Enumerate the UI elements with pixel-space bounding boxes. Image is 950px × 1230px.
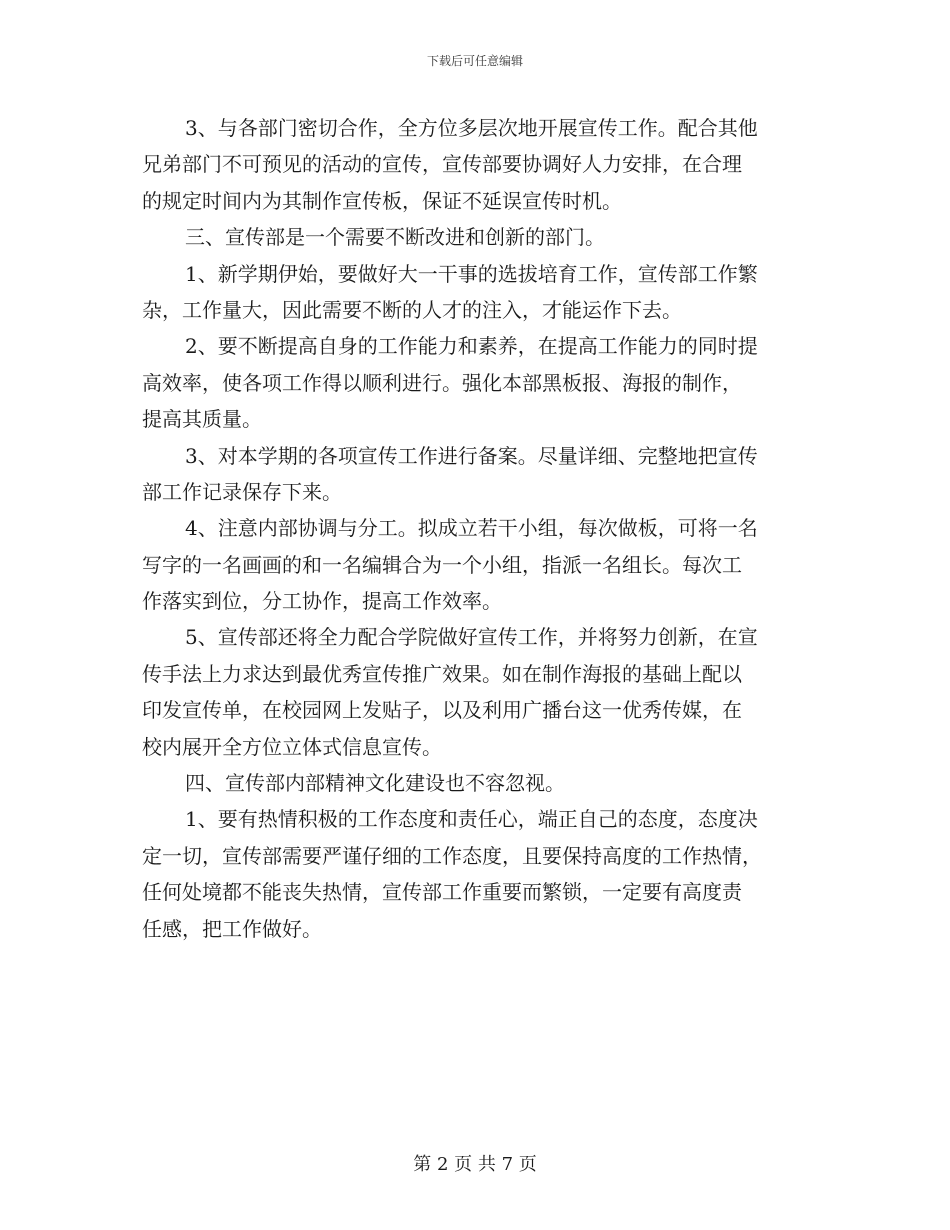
section-heading: 三、宣传部是一个需要不断改进和创新的部门。 [185,225,605,250]
document-body [142,110,810,947]
text-line: 5、宣传部还将全力配合学院做好宣传工作，并将努力创新，在宣 [185,625,758,650]
text-line: 印发宣传单，在校园网上发贴子，以及利用广播台这一优秀传媒，在 [142,698,742,723]
text-line: 作落实到位，分工协作，提高工作效率。 [142,589,502,614]
text-line: 1、新学期伊始，要做好大一干事的选拔培育工作，宣传部工作繁 [185,261,758,286]
section-heading: 四、宣传部内部精神文化建设也不容忽视。 [185,771,565,796]
text-line: 1、要有热情积极的工作态度和责任心，端正自己的态度，态度决 [185,807,758,832]
text-line: 任感，把工作做好。 [142,916,322,941]
text-line: 部工作记录保存下来。 [142,479,342,504]
text-line: 定一切，宣传部需要严谨仔细的工作态度，且要保持高度的工作热情， [142,843,762,868]
text-line: 兄弟部门不可预见的活动的宣传，宣传部要协调好人力安排，在合理 [142,152,742,177]
text-line: 3、与各部门密切合作，全方位多层次地开展宣传工作。配合其他 [185,116,758,140]
text-line: 的规定时间内为其制作宣传板，保证不延误宣传时机。 [142,188,622,213]
page-number: 第 2 页 共 7 页 [413,1154,537,1175]
text-line: 提高其质量。 [142,407,262,432]
text-line: 写字的一名画画的和一名编辑合为一个小组，指派一名组长。每次工 [142,552,742,577]
text-line: 高效率，使各项工作得以顺利进行。强化本部黑板报、海报的制作， [142,370,742,395]
text-line: 任何处境都不能丧失热情，宣传部工作重要而繁锁，一定要有高度责 [142,880,742,905]
text-line: 传手法上力求达到最优秀宣传推广效果。如在制作海报的基础上配以 [142,661,742,686]
page-header: 下载后可任意编辑 [426,54,523,68]
text-line: 4、注意内部协调与分工。拟成立若干小组，每次做板，可将一名 [185,516,758,541]
text-line: 2、要不断提高自身的工作能力和素养，在提高工作能力的同时提 [185,334,758,359]
text-line: 3、对本学期的各项宣传工作进行备案。尽量详细、完整地把宣传 [185,443,758,468]
text-line: 校内展开全方位立体式信息宣传。 [142,734,442,759]
text-line: 杂，工作量大，因此需要不断的人才的注入，才能运作下去。 [142,297,682,322]
